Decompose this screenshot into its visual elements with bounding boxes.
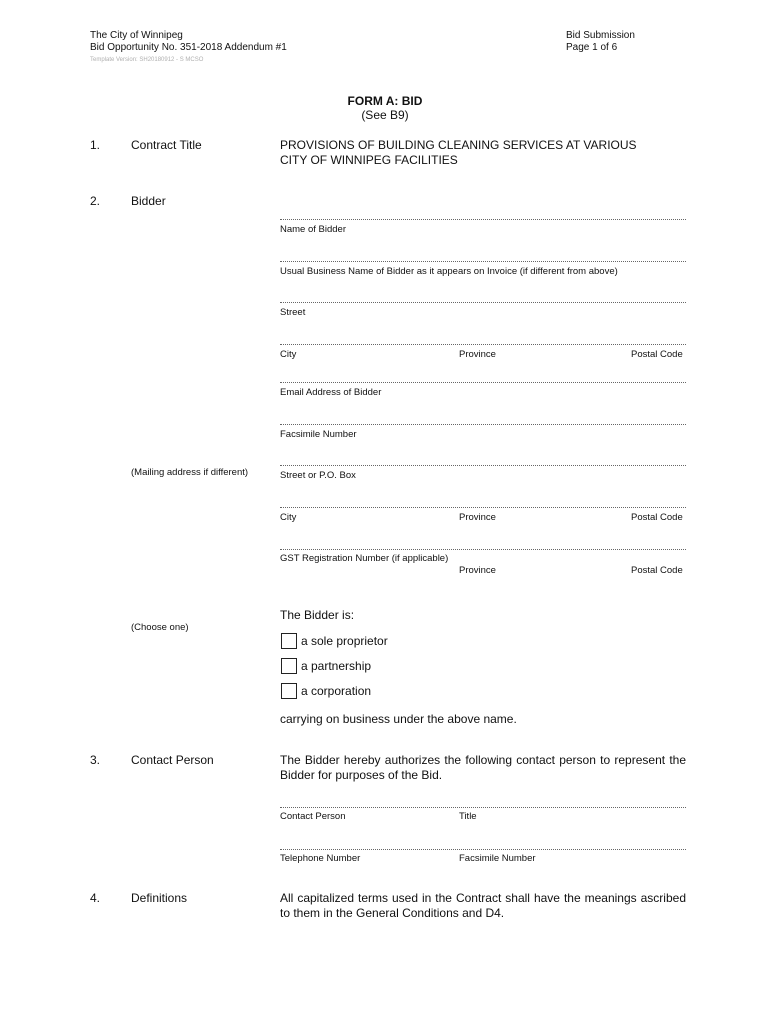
telephone-fax-line[interactable]	[280, 849, 686, 850]
mailing-province-label: Province	[459, 512, 496, 523]
mailing-address-note: (Mailing address if different)	[131, 467, 249, 478]
name-of-bidder-label: Name of Bidder	[280, 224, 347, 235]
mailing-postal-label: Postal Code	[631, 512, 683, 523]
gst-line[interactable]	[280, 549, 686, 550]
template-version: Template Version: SH20180912 - S MCSO	[90, 57, 204, 63]
street-line[interactable]	[280, 302, 686, 303]
corporation-label: a corporation	[301, 684, 372, 698]
postal-code-label: Postal Code	[631, 349, 683, 360]
street-po-label: Street or P.O. Box	[280, 470, 356, 481]
contract-title-line1: PROVISIONS OF BUILDING CLEANING SERVICES AT VARIOUS	[280, 138, 637, 152]
city-label: City	[280, 349, 297, 360]
choose-one-note: (Choose one)	[131, 622, 189, 633]
corporation-checkbox[interactable]	[281, 683, 297, 699]
header-city: The City of Winnipeg	[90, 30, 183, 41]
carrying-on-business-text: carrying on business under the above name.	[280, 712, 517, 726]
bidder-is-heading: The Bidder is:	[280, 608, 355, 622]
contact-title-label: Title	[459, 811, 477, 822]
city-province-postal-line[interactable]	[280, 344, 686, 345]
section-3-label: Contact Person	[131, 753, 214, 767]
sole-proprietor-checkbox[interactable]	[281, 633, 297, 649]
contact-person-line[interactable]	[280, 807, 686, 808]
mailing-city-line[interactable]	[280, 507, 686, 508]
section-2-number: 2.	[90, 194, 101, 208]
section-2-label: Bidder	[131, 194, 166, 208]
gst-province-label: Province	[459, 565, 496, 576]
fax-line[interactable]	[280, 424, 686, 425]
name-of-bidder-line[interactable]	[280, 219, 686, 220]
contact-fax-label: Facsimile Number	[459, 853, 536, 864]
partnership-checkbox[interactable]	[281, 658, 297, 674]
section-1-number: 1.	[90, 138, 101, 152]
gst-label: GST Registration Number (if applicable)	[280, 553, 449, 564]
contact-person-paragraph: The Bidder hereby authorizes the following contact person to represent the Bidder for purposes of the Bid.	[280, 753, 686, 782]
sole-proprietor-label: a sole proprietor	[301, 634, 388, 648]
email-label: Email Address of Bidder	[280, 387, 382, 398]
definitions-paragraph: All capitalized terms used in the Contract shall have the meanings ascribed to them in the General Conditions and D4.	[280, 891, 686, 920]
header-bid-opportunity: Bid Opportunity No. 351-2018 Addendum #1	[90, 42, 287, 53]
email-line[interactable]	[280, 382, 686, 383]
fax-label: Facsimile Number	[280, 429, 357, 440]
province-label: Province	[459, 349, 496, 360]
section-1-label: Contract Title	[131, 138, 202, 152]
section-4-number: 4.	[90, 891, 101, 905]
contact-person-label: Contact Person	[280, 811, 346, 822]
street-label: Street	[280, 307, 306, 318]
usual-business-name-line[interactable]	[280, 261, 686, 262]
section-4-label: Definitions	[131, 891, 188, 905]
contract-title-line2: CITY OF WINNIPEG FACILITIES	[280, 153, 458, 167]
form-subtitle: (See B9)	[361, 108, 409, 122]
section-3-number: 3.	[90, 753, 101, 767]
gst-postal-label: Postal Code	[631, 565, 683, 576]
street-po-line[interactable]	[280, 465, 686, 466]
mailing-city-label: City	[280, 512, 297, 523]
header-page-number: Page 1 of 6	[566, 42, 618, 53]
usual-business-name-label: Usual Business Name of Bidder as it appears on Invoice (if different from above)	[280, 266, 618, 277]
header-bid-submission: Bid Submission	[566, 30, 635, 41]
partnership-label: a partnership	[301, 659, 372, 673]
form-title: FORM A: BID	[347, 94, 423, 108]
telephone-number-label: Telephone Number	[280, 853, 361, 864]
